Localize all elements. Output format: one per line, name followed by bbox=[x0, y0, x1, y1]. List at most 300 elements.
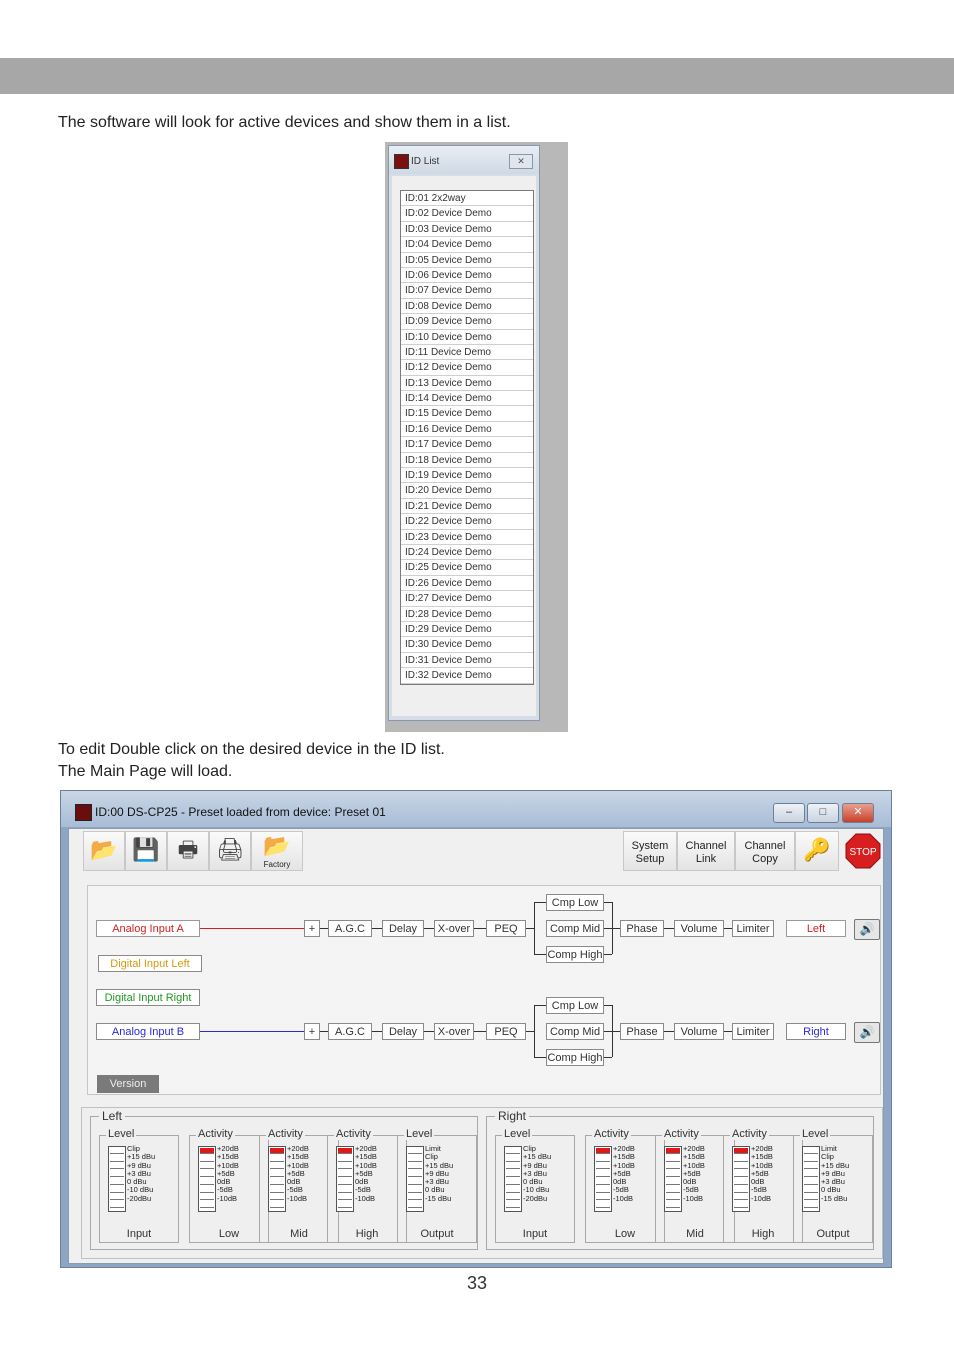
printer-setup-button[interactable] bbox=[209, 831, 251, 871]
meter-label: Mid bbox=[290, 1228, 308, 1240]
scale-tick-label: +15 dBu bbox=[821, 1160, 850, 1170]
scale-tick-label: +20dB bbox=[751, 1144, 773, 1153]
connector bbox=[664, 1031, 674, 1032]
minimize-button[interactable]: – bbox=[773, 803, 805, 823]
meter-segment bbox=[338, 1187, 352, 1193]
id-list-titlebar bbox=[389, 146, 539, 174]
scale-tick-label: +15 dBu bbox=[523, 1152, 552, 1162]
id-list-body bbox=[392, 176, 536, 716]
meter-segment bbox=[804, 1202, 818, 1208]
scale-tick-label: 0dB bbox=[217, 1177, 231, 1187]
meter-segment bbox=[110, 1179, 124, 1185]
scale-tick-label: Limit bbox=[425, 1144, 441, 1153]
key-icon: 🔑 bbox=[803, 837, 831, 862]
scale-tick-label: +20dB bbox=[355, 1144, 377, 1153]
close-button[interactable]: ✕ bbox=[509, 154, 533, 169]
level-meter bbox=[504, 1146, 522, 1212]
meter-box-title: Level bbox=[108, 1128, 135, 1140]
list-item[interactable]: ID:08 Device Demo bbox=[401, 299, 533, 314]
close-button[interactable]: ✕ bbox=[842, 803, 874, 823]
id-list-window bbox=[385, 142, 568, 732]
right-high-meter-box bbox=[723, 1128, 803, 1243]
channel-copy-label: Channel Copy bbox=[744, 840, 786, 865]
meter-segment bbox=[200, 1171, 214, 1177]
digital-input-right-button[interactable]: Digital Input Right bbox=[96, 989, 200, 1006]
list-item[interactable]: ID:04 Device Demo bbox=[401, 237, 533, 252]
list-item[interactable]: ID:07 Device Demo bbox=[401, 283, 533, 298]
peq-a-button[interactable]: PEQ bbox=[486, 920, 526, 937]
meter-segment bbox=[804, 1156, 818, 1162]
meter-segment bbox=[666, 1156, 680, 1162]
meter-segment bbox=[596, 1163, 610, 1169]
meter-label: High bbox=[751, 1228, 775, 1240]
scale-tick-label: +5dB bbox=[683, 1168, 701, 1178]
meter-scale bbox=[821, 1145, 849, 1203]
meter-box-title: Activity bbox=[664, 1128, 699, 1140]
scale-tick-label: +10dB bbox=[683, 1160, 705, 1170]
scale-tick-label: +5dB bbox=[287, 1168, 305, 1178]
meter-segment bbox=[596, 1171, 610, 1177]
meter-segment bbox=[408, 1202, 422, 1208]
scale-tick-label: +10dB bbox=[217, 1160, 239, 1170]
list-item[interactable]: ID:22 Device Demo bbox=[401, 514, 533, 529]
scale-tick-label: +3 dBu bbox=[127, 1168, 151, 1178]
connector bbox=[604, 954, 612, 955]
id-list[interactable] bbox=[400, 190, 534, 685]
meter-scale bbox=[127, 1145, 155, 1203]
meter-segment bbox=[270, 1202, 284, 1208]
meter-segment bbox=[110, 1187, 124, 1193]
peq-b-button[interactable]: PEQ bbox=[486, 1023, 526, 1040]
left-group-title: Left bbox=[99, 1109, 125, 1123]
scale-tick-label: +9 dBu bbox=[127, 1160, 151, 1170]
meter-segment bbox=[338, 1202, 352, 1208]
list-item[interactable]: ID:20 Device Demo bbox=[401, 483, 533, 498]
meter-box-title: Level bbox=[802, 1128, 829, 1140]
level-meter bbox=[336, 1146, 354, 1212]
list-item[interactable]: ID:03 Device Demo bbox=[401, 222, 533, 237]
comp-mid-a-button[interactable]: Comp Mid bbox=[546, 920, 604, 937]
scale-tick-label: Clip bbox=[127, 1144, 140, 1153]
meter-segment bbox=[506, 1194, 520, 1200]
meters-panel bbox=[81, 1107, 883, 1259]
id-list-frame bbox=[388, 145, 540, 721]
phase-b-button[interactable]: Phase bbox=[620, 1023, 664, 1040]
list-item[interactable]: ID:02 Device Demo bbox=[401, 206, 533, 221]
connector bbox=[604, 1031, 620, 1032]
scale-tick-label: 0dB bbox=[751, 1177, 765, 1187]
meter-box-title: Activity bbox=[594, 1128, 629, 1140]
routing-panel bbox=[87, 885, 881, 1095]
meter-label: Output bbox=[816, 1228, 850, 1240]
meter-segment bbox=[338, 1171, 352, 1177]
xover-a-button[interactable]: X-over bbox=[434, 920, 474, 937]
meter-segment bbox=[110, 1163, 124, 1169]
scale-tick-label: +15 dBu bbox=[425, 1160, 454, 1170]
meter-segment bbox=[804, 1148, 818, 1154]
meter-segment bbox=[270, 1148, 284, 1154]
list-item[interactable]: ID:06 Device Demo bbox=[401, 268, 533, 283]
right-input-meter-box bbox=[495, 1128, 575, 1243]
connector bbox=[534, 1005, 546, 1006]
meter-segment bbox=[666, 1187, 680, 1193]
scale-tick-label: -5dB bbox=[683, 1185, 699, 1195]
list-item[interactable]: ID:18 Device Demo bbox=[401, 453, 533, 468]
scale-tick-label: -10 dBu bbox=[127, 1185, 154, 1195]
id-list-title: ID List bbox=[411, 156, 440, 167]
meter-segment bbox=[596, 1156, 610, 1162]
meter-segment bbox=[338, 1156, 352, 1162]
connector bbox=[604, 1057, 612, 1058]
list-item[interactable]: ID:31 Device Demo bbox=[401, 653, 533, 668]
print-button[interactable] bbox=[167, 831, 209, 871]
connector bbox=[526, 1031, 534, 1032]
scale-tick-label: +9 dBu bbox=[523, 1160, 547, 1170]
level-meter bbox=[406, 1146, 424, 1212]
meter-segment bbox=[338, 1148, 352, 1154]
app-icon bbox=[75, 804, 92, 821]
channel-copy-button[interactable] bbox=[735, 831, 795, 871]
limiter-b-button[interactable]: Limiter bbox=[732, 1023, 774, 1040]
scale-tick-label: Clip bbox=[425, 1152, 438, 1162]
connector bbox=[474, 928, 486, 929]
list-item[interactable]: ID:12 Device Demo bbox=[401, 360, 533, 375]
meter-box-title: Activity bbox=[268, 1128, 303, 1140]
comp-high-b-button[interactable]: Comp High bbox=[546, 1049, 604, 1066]
left-output-meter-box bbox=[397, 1128, 477, 1243]
meter-segment bbox=[666, 1194, 680, 1200]
list-item[interactable]: ID:14 Device Demo bbox=[401, 391, 533, 406]
meter-scale bbox=[523, 1145, 551, 1203]
print-icon: 🖶 bbox=[177, 837, 199, 862]
output-left-button[interactable]: Left bbox=[786, 920, 846, 937]
sum-b-button[interactable]: + bbox=[304, 1023, 320, 1040]
meter-segment bbox=[804, 1179, 818, 1185]
meter-segment bbox=[804, 1171, 818, 1177]
meter-segment bbox=[200, 1187, 214, 1193]
meter-label: Output bbox=[420, 1228, 454, 1240]
level-meter bbox=[802, 1146, 820, 1212]
meter-scale bbox=[217, 1145, 239, 1203]
scale-tick-label: -5dB bbox=[613, 1185, 629, 1195]
meter-segment bbox=[666, 1163, 680, 1169]
volume-a-button[interactable]: Volume bbox=[674, 920, 724, 937]
page-number: 33 bbox=[466, 1273, 488, 1293]
save-icon: 💾 bbox=[132, 837, 160, 862]
speaker-icon[interactable]: 🔊 bbox=[854, 919, 880, 940]
left-high-meter-box bbox=[327, 1128, 407, 1243]
scale-tick-label: +3 dBu bbox=[821, 1177, 845, 1187]
meter-scale bbox=[613, 1145, 635, 1203]
main-client-area bbox=[68, 828, 884, 1264]
header-bar bbox=[0, 58, 954, 94]
meter-segment bbox=[506, 1202, 520, 1208]
scale-tick-label: +9 dBu bbox=[821, 1168, 845, 1178]
meter-label: Input bbox=[522, 1228, 548, 1240]
connector bbox=[534, 1057, 546, 1058]
cmp-low-a-button[interactable]: Cmp Low bbox=[546, 894, 604, 911]
meter-scale bbox=[287, 1145, 309, 1203]
meter-segment bbox=[666, 1179, 680, 1185]
connector bbox=[474, 1031, 486, 1032]
list-item[interactable]: ID:24 Device Demo bbox=[401, 545, 533, 560]
scale-tick-label: +15dB bbox=[683, 1152, 705, 1162]
connector bbox=[320, 928, 328, 929]
scale-tick-label: Clip bbox=[821, 1152, 834, 1162]
edit-text-2: The Main Page will load. bbox=[58, 763, 233, 780]
right-group-title: Right bbox=[495, 1109, 529, 1123]
meter-label: High bbox=[355, 1228, 379, 1240]
connector bbox=[604, 928, 620, 929]
scale-tick-label: 0 dBu bbox=[523, 1177, 543, 1187]
meter-segment bbox=[338, 1163, 352, 1169]
meter-segment bbox=[734, 1202, 748, 1208]
meter-segment bbox=[408, 1179, 422, 1185]
connector bbox=[320, 1031, 328, 1032]
level-meter bbox=[108, 1146, 126, 1212]
scale-tick-label: +10dB bbox=[613, 1160, 635, 1170]
meter-segment bbox=[270, 1156, 284, 1162]
meter-segment bbox=[408, 1148, 422, 1154]
list-item[interactable]: ID:28 Device Demo bbox=[401, 607, 533, 622]
key-button[interactable] bbox=[795, 831, 839, 871]
channel-link-button[interactable] bbox=[677, 831, 735, 871]
meter-scale bbox=[683, 1145, 705, 1203]
main-titlebar bbox=[61, 791, 891, 827]
connector bbox=[424, 1031, 434, 1032]
scale-tick-label: +10dB bbox=[355, 1160, 377, 1170]
save-button[interactable] bbox=[125, 831, 167, 871]
comp-high-a-button[interactable]: Comp High bbox=[546, 946, 604, 963]
main-window bbox=[60, 790, 892, 1268]
meter-segment bbox=[506, 1148, 520, 1154]
main-title: ID:00 DS-CP25 - Preset loaded from device: Preset 01 bbox=[95, 805, 386, 819]
scale-tick-label: +3 dBu bbox=[425, 1177, 449, 1187]
scale-tick-label: +10dB bbox=[287, 1160, 309, 1170]
meter-segment bbox=[734, 1179, 748, 1185]
right-output-meter-box bbox=[793, 1128, 873, 1243]
scale-tick-label: -10 dBu bbox=[523, 1185, 550, 1195]
scale-tick-label: +3 dBu bbox=[523, 1168, 547, 1178]
meter-segment bbox=[200, 1156, 214, 1162]
scale-tick-label: -15 dBu bbox=[425, 1193, 452, 1203]
scale-tick-label: +5dB bbox=[355, 1168, 373, 1178]
meter-scale bbox=[355, 1145, 377, 1203]
list-item[interactable]: ID:23 Device Demo bbox=[401, 530, 533, 545]
connector bbox=[664, 928, 674, 929]
scale-tick-label: -5dB bbox=[355, 1185, 371, 1195]
list-item[interactable]: ID:10 Device Demo bbox=[401, 330, 533, 345]
meter-segment bbox=[506, 1187, 520, 1193]
meter-segment bbox=[734, 1148, 748, 1154]
agc-b-button[interactable]: A.G.C bbox=[328, 1023, 372, 1040]
comp-mid-b-button[interactable]: Comp Mid bbox=[546, 1023, 604, 1040]
connector bbox=[724, 928, 732, 929]
list-item[interactable]: ID:05 Device Demo bbox=[401, 253, 533, 268]
list-item[interactable]: ID:29 Device Demo bbox=[401, 622, 533, 637]
scale-tick-label: -10dB bbox=[751, 1193, 772, 1203]
list-item[interactable]: ID:32 Device Demo bbox=[401, 668, 533, 683]
meter-segment bbox=[506, 1156, 520, 1162]
digital-input-left-button[interactable]: Digital Input Left bbox=[98, 955, 202, 972]
scale-tick-label: -10dB bbox=[613, 1193, 634, 1203]
meter-segment bbox=[666, 1171, 680, 1177]
version-button[interactable]: Version bbox=[97, 1075, 159, 1093]
level-meter bbox=[664, 1146, 682, 1212]
connector bbox=[372, 1031, 382, 1032]
meter-segment bbox=[804, 1194, 818, 1200]
meter-segment bbox=[666, 1148, 680, 1154]
sum-a-button[interactable]: + bbox=[304, 920, 320, 937]
meter-segment bbox=[596, 1187, 610, 1193]
intro-text: The software will look for active devices and show them in a list. bbox=[58, 114, 511, 131]
meter-label: Low bbox=[218, 1228, 240, 1240]
delay-b-button[interactable]: Delay bbox=[382, 1023, 424, 1040]
meter-segment bbox=[506, 1179, 520, 1185]
signal-line-b bbox=[200, 1031, 304, 1032]
scale-tick-label: +20dB bbox=[683, 1144, 705, 1153]
delay-a-button[interactable]: Delay bbox=[382, 920, 424, 937]
scale-tick-label: Clip bbox=[523, 1144, 536, 1153]
meter-box-title: Level bbox=[504, 1128, 531, 1140]
meter-segment bbox=[666, 1202, 680, 1208]
meter-segment bbox=[804, 1187, 818, 1193]
list-item[interactable]: ID:26 Device Demo bbox=[401, 576, 533, 591]
right-meter-group bbox=[486, 1109, 874, 1250]
scale-tick-label: +15dB bbox=[217, 1152, 239, 1162]
left-low-meter-box bbox=[189, 1128, 269, 1243]
scale-tick-label: -5dB bbox=[751, 1185, 767, 1195]
maximize-button[interactable]: □ bbox=[807, 803, 839, 823]
meter-label: Mid bbox=[686, 1228, 704, 1240]
scale-tick-label: +5dB bbox=[613, 1168, 631, 1178]
limiter-a-button[interactable]: Limiter bbox=[732, 920, 774, 937]
right-low-meter-box bbox=[585, 1128, 665, 1243]
meter-segment bbox=[408, 1171, 422, 1177]
scale-tick-label: +15 dBu bbox=[127, 1152, 156, 1162]
list-item[interactable]: ID:15 Device Demo bbox=[401, 406, 533, 421]
system-setup-label: System Setup bbox=[631, 840, 669, 865]
volume-b-button[interactable]: Volume bbox=[674, 1023, 724, 1040]
connector bbox=[534, 902, 546, 903]
factory-button[interactable] bbox=[251, 831, 303, 871]
comp-bracket-left bbox=[534, 1005, 535, 1057]
list-item[interactable]: ID:19 Device Demo bbox=[401, 468, 533, 483]
meter-label: Input bbox=[126, 1228, 152, 1240]
meter-segment bbox=[506, 1163, 520, 1169]
connector bbox=[604, 902, 612, 903]
meter-box-title: Activity bbox=[198, 1128, 233, 1140]
scale-tick-label: +5dB bbox=[217, 1168, 235, 1178]
meter-box-title: Activity bbox=[336, 1128, 371, 1140]
edit-text-1: To edit Double click on the desired device in the ID list. bbox=[58, 741, 445, 758]
scale-tick-label: -10dB bbox=[683, 1193, 704, 1203]
meter-segment bbox=[734, 1171, 748, 1177]
meter-scale bbox=[425, 1145, 453, 1203]
factory-label: Factory bbox=[263, 860, 291, 869]
scale-tick-label: 0dB bbox=[613, 1177, 627, 1187]
open-folder-icon: 📂 bbox=[90, 837, 118, 862]
meter-segment bbox=[200, 1179, 214, 1185]
meter-segment bbox=[408, 1187, 422, 1193]
left-input-meter-box bbox=[99, 1128, 179, 1243]
scale-tick-label: 0 dBu bbox=[425, 1185, 445, 1195]
meter-segment bbox=[596, 1194, 610, 1200]
meter-segment bbox=[506, 1171, 520, 1177]
meter-segment bbox=[338, 1194, 352, 1200]
meter-box-title: Activity bbox=[732, 1128, 767, 1140]
list-item[interactable]: ID:21 Device Demo bbox=[401, 499, 533, 514]
meter-segment bbox=[110, 1171, 124, 1177]
meter-segment bbox=[596, 1179, 610, 1185]
meter-segment bbox=[734, 1194, 748, 1200]
list-item[interactable]: ID:30 Device Demo bbox=[401, 637, 533, 652]
scale-tick-label: 0dB bbox=[287, 1177, 301, 1187]
scale-tick-label: +15dB bbox=[355, 1152, 377, 1162]
meter-segment bbox=[270, 1163, 284, 1169]
scale-tick-label: -10dB bbox=[355, 1193, 376, 1203]
speaker-icon[interactable]: 🔊 bbox=[854, 1022, 880, 1043]
level-meter bbox=[594, 1146, 612, 1212]
open-button[interactable] bbox=[83, 831, 125, 871]
meter-label: Low bbox=[614, 1228, 636, 1240]
list-item[interactable]: ID:13 Device Demo bbox=[401, 376, 533, 391]
meter-segment bbox=[734, 1156, 748, 1162]
list-item[interactable]: ID:25 Device Demo bbox=[401, 560, 533, 575]
agc-a-button[interactable]: A.G.C bbox=[328, 920, 372, 937]
phase-a-button[interactable]: Phase bbox=[620, 920, 664, 937]
list-item[interactable]: ID:11 Device Demo bbox=[401, 345, 533, 360]
list-item[interactable]: ID:17 Device Demo bbox=[401, 437, 533, 452]
cmp-low-b-button[interactable]: Cmp Low bbox=[546, 997, 604, 1014]
output-right-button[interactable]: Right bbox=[786, 1023, 846, 1040]
list-item[interactable]: ID:01 2x2way bbox=[401, 191, 533, 206]
meter-segment bbox=[270, 1187, 284, 1193]
scale-tick-label: -5dB bbox=[287, 1185, 303, 1195]
meter-segment bbox=[270, 1179, 284, 1185]
scale-tick-label: +9 dBu bbox=[425, 1168, 449, 1178]
analog-input-b-button[interactable]: Analog Input B bbox=[96, 1023, 200, 1040]
list-item[interactable]: ID:16 Device Demo bbox=[401, 422, 533, 437]
scale-tick-label: Limit bbox=[821, 1144, 837, 1153]
meter-segment bbox=[110, 1194, 124, 1200]
xover-b-button[interactable]: X-over bbox=[434, 1023, 474, 1040]
scale-tick-label: +15dB bbox=[751, 1152, 773, 1162]
printer-setup-icon: 🖨 bbox=[216, 837, 244, 862]
stop-icon[interactable] bbox=[845, 833, 881, 869]
system-setup-button[interactable] bbox=[623, 831, 677, 871]
meter-segment bbox=[734, 1187, 748, 1193]
meter-segment bbox=[110, 1202, 124, 1208]
connector bbox=[372, 928, 382, 929]
scale-tick-label: +15dB bbox=[287, 1152, 309, 1162]
analog-input-a-button[interactable]: Analog Input A bbox=[96, 920, 200, 937]
channel-link-label: Channel Link bbox=[685, 840, 727, 865]
scale-tick-label: -20dBu bbox=[127, 1193, 152, 1203]
level-meter bbox=[268, 1146, 286, 1212]
meter-segment bbox=[200, 1163, 214, 1169]
meter-segment bbox=[596, 1202, 610, 1208]
list-item[interactable]: ID:27 Device Demo bbox=[401, 591, 533, 606]
connector bbox=[534, 954, 546, 955]
meter-segment bbox=[408, 1156, 422, 1162]
scale-tick-label: -5dB bbox=[217, 1185, 233, 1195]
connector bbox=[526, 928, 534, 929]
list-item[interactable]: ID:09 Device Demo bbox=[401, 314, 533, 329]
signal-line-a bbox=[200, 928, 304, 929]
scale-tick-label: +20dB bbox=[217, 1144, 239, 1153]
meter-segment bbox=[200, 1202, 214, 1208]
